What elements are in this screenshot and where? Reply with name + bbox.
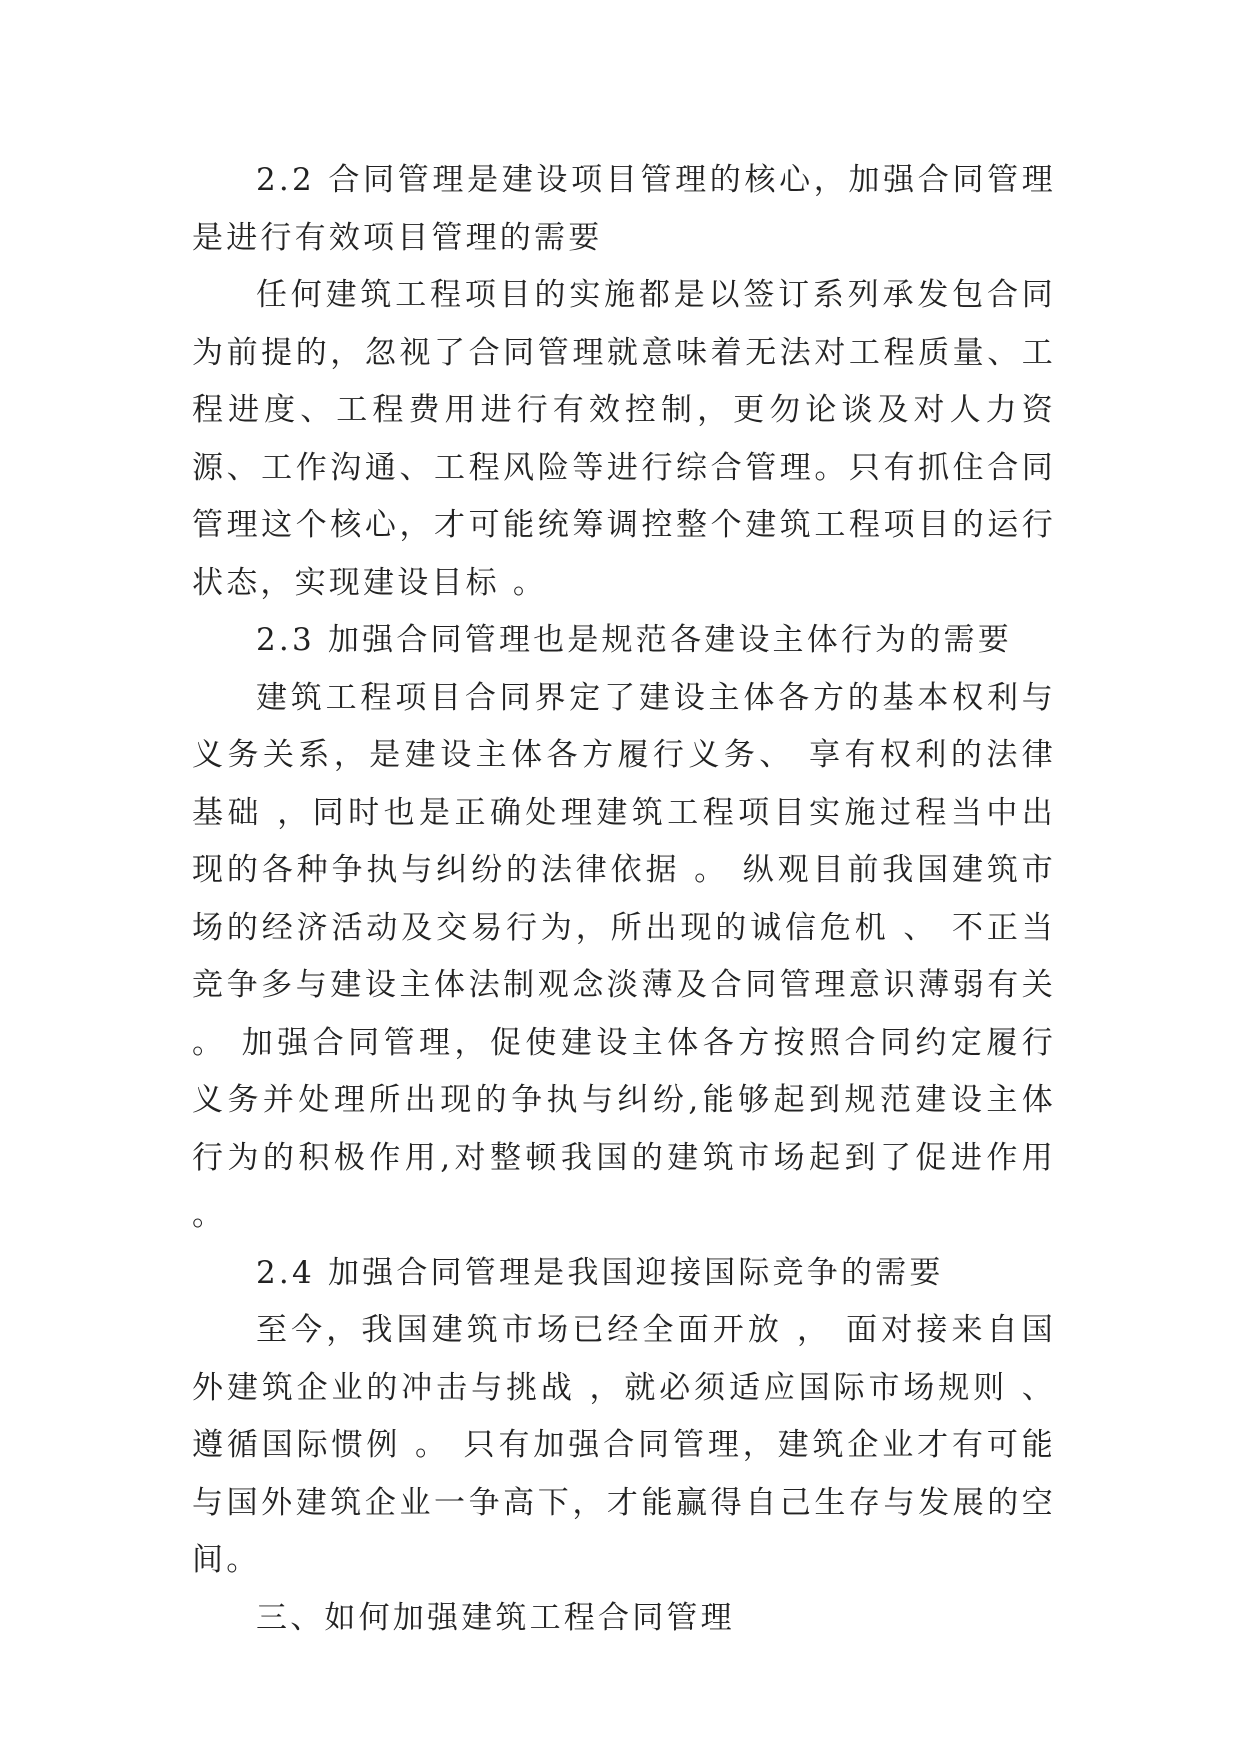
section-heading-2-4: 2.4 加强合同管理是我国迎接国际竞争的需要 xyxy=(256,1254,944,1291)
document-body xyxy=(192,152,1056,1647)
section-heading-3: 三、如何加强建筑工程合同管理 xyxy=(256,1599,735,1636)
body-paragraph: 建筑工程项目合同界定了建设主体各方的基本权利与义务关系，是建设主体各方履行义务、 享有权利的法律基础 ，同时也是正确处理建筑工程项目实施过程当中出现的各种争执与纠纷的法律依据 。 纵观目前我国建筑市场的经济活动及交易行为，所出现的诚信危机 、 不正当竞争多与建设主体法制观念淡薄及合同管理意识薄弱有关 。 加强合同管理，促使建设主体各方按照合同约定履行义务并处理所出现的争执与纠纷,能够起到规范建设主体行为的积极作用,对整顿我国的建筑市场起到了促进作用 。 xyxy=(192,679,1056,1233)
section-heading-2-3: 2.3 加强合同管理也是规范各建设主体行为的需要 xyxy=(256,622,1012,658)
body-paragraph: 任何建筑工程项目的实施都是以签订系列承发包合同为前提的，忽视了合同管理就意味着无法对工程质量、工程进度、工程费用进行有效控制，更勿论谈及对人力资源、工作沟通、工程风险等进行综合管理。只有抓住合同管理这个核心，才可能统筹调控整个建筑工程项目的运行状态，实现建设目标 。 xyxy=(192,277,1056,601)
body-paragraph: 至今，我国建筑市场已经全面开放 ， 面对接来自国外建筑企业的冲击与挑战 ，就必须适应国际市场规则 、 遵循国际惯例 。 只有加强合同管理，建筑企业才有可能与国外建筑企业一争高下，才能赢得自己生存与发展的空间。 xyxy=(192,1312,1056,1578)
section-heading-2-2: 2.2 合同管理是建设项目管理的核心，加强合同管理是进行有效项目管理的需要 xyxy=(192,162,1056,256)
